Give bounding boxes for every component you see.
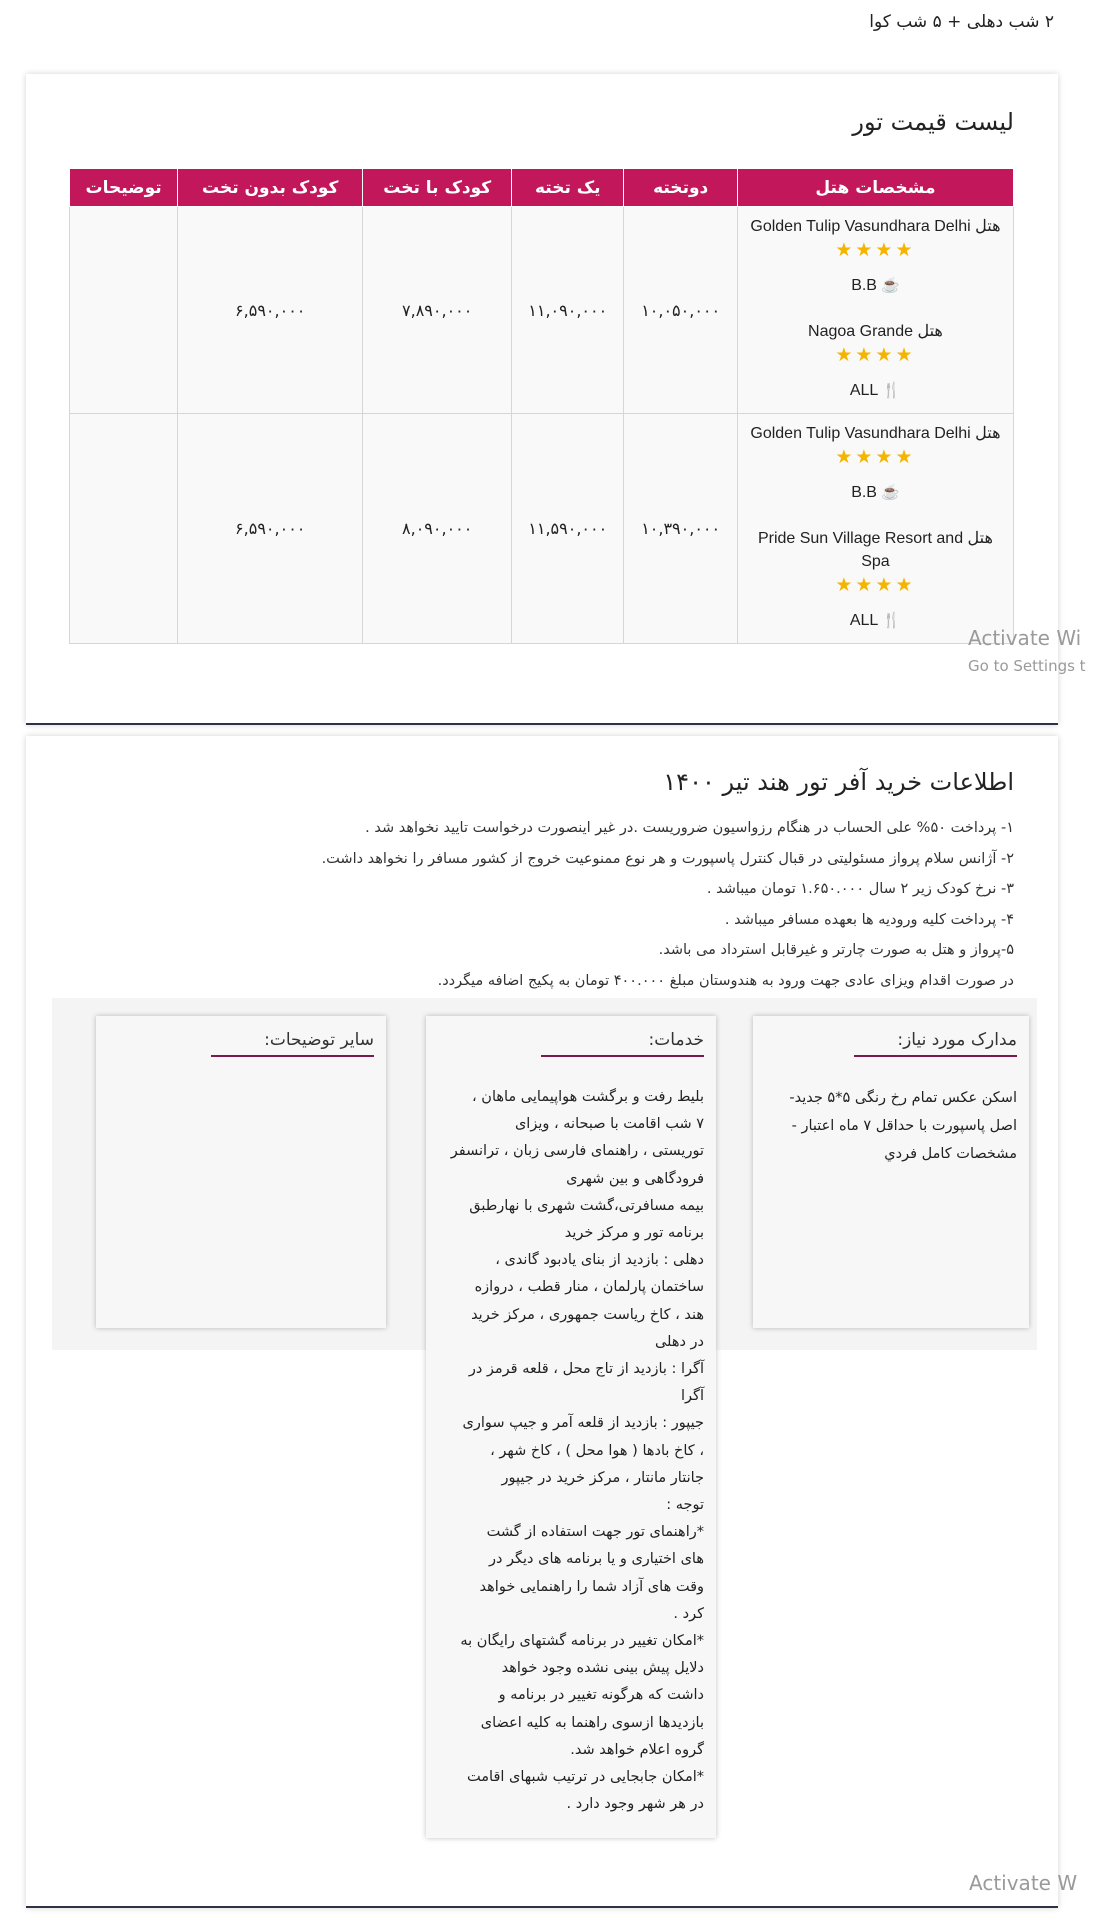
service-line: توریستی ، راهنمای فارسی زبان ، ترانسفر xyxy=(450,1143,704,1160)
price-child-nobed: ۶,۵۹۰,۰۰۰ xyxy=(178,207,363,414)
hotel-entry xyxy=(746,422,1005,505)
hotel-name: هتل Golden Tulip Vasundhara Delhi xyxy=(750,425,1001,442)
service-line: جیپور : بازدید از قلعه آمر و جیپ سواری xyxy=(462,1415,704,1432)
header-hotel: مشخصات هتل xyxy=(737,169,1013,207)
service-line: دهلی : بازدید از بنای یادبود گاندی ، xyxy=(495,1252,704,1269)
fork-knife-icon: 🍴 xyxy=(882,612,902,629)
service-line: ۷ شب اقامت با صبحانه ، ویزای xyxy=(514,1116,704,1133)
header-notes: توضیحات xyxy=(70,169,178,207)
header-double: دوتخته xyxy=(624,169,737,207)
price-double: ۱۰,۳۹۰,۰۰۰ xyxy=(624,414,737,644)
rule-item: در صورت اقدام ویزای عادی جهت ورود به هندوستان مبلغ ۴۰۰.۰۰۰ تومان به پکیج اضافه میگردد. xyxy=(437,972,1014,989)
service-line: *امکان تغییر در برنامه گشتهای رایگان به xyxy=(460,1633,704,1650)
doc-line: اصل پاسپورت با حداقل ۷ ماه اعتبار - xyxy=(791,1118,1017,1134)
service-line: *راهنمای تور جهت استفاده از گشت xyxy=(486,1524,704,1541)
service-line: جانتار مانتار ، مرکز خرید در جیپور xyxy=(501,1469,704,1486)
service-line: بیمه مسافرتی،گشت شهری با نهارطبق xyxy=(469,1197,704,1214)
hotel-entry xyxy=(746,320,1005,403)
watermark-line: Go to Settings t xyxy=(968,657,1086,675)
board-type xyxy=(746,274,1005,298)
rule-item: ۱- پرداخت ۵۰% علی الحساب در هنگام رزواسیون ضروریست .در غیر اینصورت درخواست تایید نخواهد شد . xyxy=(365,820,1014,836)
star-rating-icon: ★★★★ xyxy=(835,574,916,596)
board-label: ALL xyxy=(849,382,879,399)
board-type xyxy=(746,481,1005,505)
star-rating-icon: ★★★★ xyxy=(835,239,916,261)
service-line: داشت که هرگونه تغییر در برنامه و xyxy=(498,1687,704,1704)
hotel-cell xyxy=(737,414,1013,644)
board-label: ALL xyxy=(849,612,879,629)
service-line: آگرا : بازدید از تاج محل ، قلعه قرمز در xyxy=(468,1361,704,1378)
required-docs-title: مدارک مورد نیاز: xyxy=(854,1030,1017,1057)
watermark-line: Activate W xyxy=(969,1871,1078,1895)
services-body xyxy=(438,1084,704,1818)
table-row xyxy=(70,207,1014,414)
service-line: بازدیدها ازسوی راهنما به کلیه اعضای xyxy=(480,1714,704,1731)
header-child-nobed: کودک بدون تخت xyxy=(178,169,363,207)
service-line: آگرا xyxy=(681,1388,704,1405)
hotel-entry xyxy=(746,527,1005,633)
price-child-bed: ۷,۸۹۰,۰۰۰ xyxy=(363,207,512,414)
service-line: دلایل پیش بینی نشده وجود خواهد xyxy=(501,1660,704,1677)
hotel-entry xyxy=(746,215,1005,298)
rule-item: ۴- پرداخت کلیه ورودیه ها بعهده مسافر میباشد . xyxy=(724,911,1014,928)
table-row xyxy=(70,414,1014,644)
doc-line: اسکن عکس تمام رخ رنگی ۵*۵ جدید- xyxy=(789,1090,1017,1106)
price-list-card xyxy=(26,74,1058,725)
price-child-nobed: ۶,۵۹۰,۰۰۰ xyxy=(178,414,363,644)
hotel-cell xyxy=(737,207,1013,414)
purchase-info-card xyxy=(26,736,1058,1908)
service-line: کرد . xyxy=(673,1605,704,1622)
hotel-name: هتل Pride Sun Village Resort and Spa xyxy=(757,530,993,570)
price-single: ۱۱,۰۹۰,۰۰۰ xyxy=(512,207,624,414)
price-double: ۱۰,۰۵۰,۰۰۰ xyxy=(624,207,737,414)
price-notes xyxy=(70,207,178,414)
header-single: یک تخته xyxy=(512,169,624,207)
service-line: ، کاخ بادها ( هوا محل ) ، کاخ شهر ، xyxy=(490,1442,704,1459)
rule-item: ۲- آژانس سلام پرواز مسئولیتی در قبال کنترل پاسپورت و هر نوع ممنوعیت خروج از کشور مسافر را نخواهد داشت. xyxy=(321,850,1014,867)
other-notes-box xyxy=(96,1016,386,1328)
service-line: توجه : xyxy=(666,1497,704,1514)
required-docs-body xyxy=(765,1084,1017,1168)
service-line: *امکان جابجایی در ترتیب شبهای اقامت xyxy=(467,1769,704,1786)
price-notes xyxy=(70,414,178,644)
board-label: B.B xyxy=(851,484,877,501)
service-line: برنامه تور و مرکز خرید xyxy=(564,1225,704,1242)
hotel-name: هتل Nagoa Grande xyxy=(808,323,943,340)
price-table-header xyxy=(70,169,1014,207)
fork-knife-icon: 🍴 xyxy=(882,382,902,399)
service-line: فرودگاهی و بین شهری xyxy=(566,1170,704,1187)
hotel-name: هتل Golden Tulip Vasundhara Delhi xyxy=(750,218,1001,235)
services-title: خدمات: xyxy=(541,1030,704,1057)
page-top-title: ۲ شب دهلی + ۵ شب کوا xyxy=(869,12,1054,32)
service-line: در هر شهر وجود دارد . xyxy=(566,1796,704,1813)
service-line: های اختیاری و یا برنامه های دیگر در xyxy=(488,1551,704,1568)
star-rating-icon: ★★★★ xyxy=(835,344,916,366)
rule-item: ۳- نرخ کودک زیر ۲ سال ۱.۶۵۰.۰۰۰ تومان میباشد . xyxy=(706,881,1014,897)
other-notes-title: سایر توضیحات: xyxy=(211,1030,374,1057)
service-line: ساختمان پارلمان ، منار قطب ، دروازه xyxy=(474,1279,704,1296)
required-docs-box xyxy=(753,1016,1029,1328)
price-child-bed: ۸,۰۹۰,۰۰۰ xyxy=(363,414,512,644)
board-type xyxy=(746,609,1005,633)
info-boxes xyxy=(52,998,1037,1813)
header-child-bed: کودک با تخت xyxy=(363,169,512,207)
watermark-line: Activate Wi xyxy=(968,626,1082,650)
service-line: وقت های آزاد شما را راهنمایی خواهد xyxy=(479,1578,704,1595)
doc-line: مشخصات کامل فردي xyxy=(884,1146,1017,1162)
services-box xyxy=(426,1016,716,1838)
rule-item: ۵-پرواز و هتل به صورت چارتر و غیرقابل استرداد می باشد. xyxy=(658,942,1014,958)
purchase-info-title: اطلاعات خرید آفر تور هند تیر ۱۴۰۰ xyxy=(663,768,1014,796)
star-rating-icon: ★★★★ xyxy=(835,446,916,468)
service-line: بلیط رفت و برگشت هواپیمایی ماهان ، xyxy=(472,1089,704,1105)
board-type xyxy=(746,379,1005,403)
coffee-cup-icon: ☕ xyxy=(880,277,900,294)
board-label: B.B xyxy=(851,277,877,294)
coffee-cup-icon: ☕ xyxy=(880,484,900,501)
service-line: هند ، کاخ ریاست جمهوری ، مرکز خرید xyxy=(471,1306,704,1323)
service-line: گروه اعلام خواهد شد. xyxy=(570,1741,704,1758)
rules-list xyxy=(54,813,1014,996)
price-list-title: لیست قیمت تور xyxy=(852,108,1014,136)
price-single: ۱۱,۵۹۰,۰۰۰ xyxy=(512,414,624,644)
price-table xyxy=(69,168,1014,644)
service-line: در دهلی xyxy=(654,1333,704,1350)
